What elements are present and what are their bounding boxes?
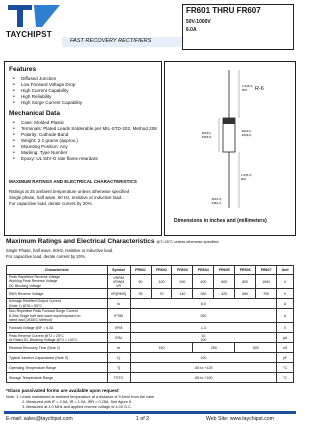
package-panel — [164, 61, 296, 236]
svg-text:.360(9.1): .360(9.1) — [201, 132, 212, 135]
features-heading: Features — [9, 66, 37, 73]
max-ratings-title: Maximum Ratings and Electrical Characteristics — [6, 238, 155, 245]
list-item: • Diffused Junction — [9, 76, 157, 82]
symbol-cell: Cj — [107, 353, 130, 363]
col-header: FR605 — [214, 266, 235, 275]
symbol-cell: Tj — [107, 363, 130, 373]
features-panel — [4, 61, 162, 236]
value-cell: -65 to +125 — [130, 363, 277, 373]
value-cell: 100 — [151, 275, 172, 289]
value-cell: 600 — [214, 275, 235, 289]
value-cell: 50 — [130, 275, 151, 289]
value-cell: 800 — [235, 275, 256, 289]
symbol-cell: VRRM VRWM VR — [107, 275, 130, 289]
table-row — [7, 363, 294, 373]
voltage-range: 50V-1000V — [186, 19, 211, 25]
unit-cell: V — [277, 275, 294, 289]
unit-cell: V — [277, 289, 294, 299]
value-cell: -65 to +150 — [130, 373, 277, 383]
ratings-note-1: Ratings at 25 ambient temperature unless otherwise specified — [9, 189, 130, 194]
value-cell: 250 — [130, 309, 277, 323]
list-item: • High Current Capability — [9, 88, 157, 94]
unit-cell: nS — [277, 343, 294, 353]
max-ratings-heading — [6, 238, 219, 245]
unit-cell: °C — [277, 363, 294, 373]
unit-cell: µA — [277, 333, 294, 343]
characteristic-cell: Reverse Recovery Time (Note 2) — [7, 343, 108, 353]
col-header: Characteristic — [7, 266, 108, 275]
features-list — [9, 76, 157, 106]
unit-cell: pF — [277, 353, 294, 363]
svg-text:.360(9.1): .360(9.1) — [241, 130, 252, 133]
max-ratings-condition: @T=25°C unless otherwise specified — [156, 240, 219, 244]
brand-name: TAYCHIPST — [6, 30, 52, 39]
value-cell: 100 — [130, 353, 277, 363]
symbol-cell: Io — [107, 299, 130, 309]
characteristic-cell: Forward Voltage @IF = 6.0A — [7, 323, 108, 333]
svg-text:MIN.: MIN. — [241, 178, 247, 181]
glass-passivated-note: *Glass passivated forms are available upon request — [6, 388, 119, 393]
value-cell: 35 — [130, 289, 151, 299]
svg-text:MIN.: MIN. — [242, 89, 248, 92]
characteristic-cell: Peak Reverse Current @TJ = 25°C At Rated DC Blocking Voltage @TJ = 100°C — [7, 333, 108, 343]
table-header-row — [7, 266, 294, 275]
value-cell: 250 — [193, 343, 235, 353]
dimensions-caption: Dimensions in inches and (millimeters) — [174, 218, 267, 224]
list-item: • Weight: 2.1 grams (approx.) — [9, 138, 157, 144]
list-item: • Epoxy: UL 94V-O rate flame retardant — [9, 156, 157, 162]
table-row — [7, 275, 294, 289]
unit-cell: A — [277, 299, 294, 309]
ratings-note-3: For capacitive load, derate current by 20%. — [9, 201, 93, 206]
ratings-table — [6, 265, 294, 383]
symbol-cell: TSTG — [107, 373, 130, 383]
value-cell: 500 — [235, 343, 277, 353]
value-cell: 6.0 — [130, 299, 277, 309]
col-header: FR602 — [151, 266, 172, 275]
footer-website[interactable]: Web Site: www.taychipst.com — [206, 416, 274, 422]
col-header: FR607 — [256, 266, 277, 275]
list-item: • Polarity: Cathode Band — [9, 132, 157, 138]
list-item: • Terminals: Plated Leads Solderable per MIL-STD-202, Method 208 — [9, 126, 157, 132]
value-cell: 10 100 — [130, 333, 277, 343]
list-item: • Case: Molded Plastic — [9, 120, 157, 126]
condition-line-1: Single Phase, half wave, 60Hz, resistive or inductive load. — [6, 248, 114, 253]
max-ratings-heading-small: MAXIMUM RATINGS AND ELECTRICAL CHARACTERISTICS — [9, 179, 137, 184]
svg-text:.052(1.3): .052(1.3) — [211, 198, 222, 201]
table-row — [7, 289, 294, 299]
footer-email[interactable]: E-mail: sales@taychipst.com — [6, 416, 73, 422]
table-row — [7, 299, 294, 309]
value-cell: 1.3 — [130, 323, 277, 333]
svg-text:.048(1.2): .048(1.2) — [211, 202, 222, 205]
document-subtitle: FAST RECOVERY RECTIFIERS — [70, 38, 152, 44]
table-row — [7, 353, 294, 363]
footnote-1: Note: 1. Leads maintained at ambient temperature at a distance of 9.5mm from the case — [6, 395, 155, 399]
condition-line-2: For capacitive load, derate current by 20%. — [6, 254, 86, 259]
col-header: Unit — [277, 266, 294, 275]
value-cell: 70 — [151, 289, 172, 299]
characteristic-cell: Non-Repetitive Peak Forward Surge Current 8.3ms Single half sine-wave superimposed on rated load (JEDEC Method) — [7, 309, 108, 323]
table-row — [7, 309, 294, 323]
symbol-cell: VR(RMS) — [107, 289, 130, 299]
symbol-cell: trr — [107, 343, 130, 353]
mechanical-list — [9, 120, 157, 162]
value-cell: 1000 — [256, 275, 277, 289]
list-item: • High Reliability — [9, 94, 157, 100]
symbol-cell: IFSM — [107, 309, 130, 323]
characteristic-cell: Storage Temperature Range — [7, 373, 108, 383]
part-title: FR601 THRU FR607 — [186, 6, 261, 15]
characteristic-cell: Peak Repetitive Reverse Voltage Working Peak Reverse Voltage DC Blocking Voltage — [7, 275, 108, 289]
col-header: FR604 — [193, 266, 214, 275]
footnote-2: 2. Measured with IF = 0.5A, IR = 1.0A, IRR = 0.25A. See figure 5. — [22, 400, 133, 404]
footer-rule — [4, 411, 296, 414]
mechanical-heading: Mechanical Data — [9, 110, 60, 117]
col-header: FR606 — [235, 266, 256, 275]
table-row — [7, 323, 294, 333]
characteristic-cell: Operating Temperature Range — [7, 363, 108, 373]
value-cell: 700 — [256, 289, 277, 299]
ratings-note-2: Single phase, half wave, 60 Hz, resistive or inductive load. — [9, 195, 123, 200]
col-header: FR603 — [172, 266, 193, 275]
characteristic-cell: Typical Junction Capacitance (Note 3) — [7, 353, 108, 363]
unit-cell: °C — [277, 373, 294, 383]
unit-cell: A — [277, 309, 294, 323]
list-item: • Marking: Type Number — [9, 150, 157, 156]
characteristic-cell: RMS Reverse Voltage — [7, 289, 108, 299]
current-rating: 6.0A — [186, 27, 197, 33]
value-cell: 140 — [172, 289, 193, 299]
symbol-cell: VFM — [107, 323, 130, 333]
list-item: • Low Forward Voltage Drop — [9, 82, 157, 88]
value-cell: 150 — [130, 343, 193, 353]
footnote-3: 3. Measured at 1.0 MHz and applied reverse voltage of 4.0V D.C. — [22, 405, 132, 409]
value-cell: 280 — [193, 289, 214, 299]
svg-text:.340(8.6): .340(8.6) — [241, 134, 252, 137]
svg-text:.340(8.6): .340(8.6) — [201, 136, 212, 139]
package-name: R-6 — [255, 86, 264, 92]
taychipst-logo — [6, 4, 62, 28]
value-cell: 420 — [214, 289, 235, 299]
svg-text:1.0(25.4): 1.0(25.4) — [241, 174, 252, 177]
list-item: • High Surge Current Capability — [9, 100, 157, 106]
package-outline-drawing — [165, 62, 295, 235]
page-number: 1 of 2 — [136, 416, 149, 422]
symbol-cell: IRM — [107, 333, 130, 343]
svg-text:1.0(25.4): 1.0(25.4) — [242, 85, 253, 88]
table-row — [7, 343, 294, 353]
table-row — [7, 373, 294, 383]
unit-cell: V — [277, 323, 294, 333]
value-cell: 200 — [172, 275, 193, 289]
value-cell: 560 — [235, 289, 256, 299]
table-row — [7, 333, 294, 343]
col-header: Symbol — [107, 266, 130, 275]
list-item: • Mounting Position: Any — [9, 144, 157, 150]
characteristic-cell: Average Rectified Output Current (Note 1) @TA = 55°C — [7, 299, 108, 309]
value-cell: 400 — [193, 275, 214, 289]
col-header: FR601 — [130, 266, 151, 275]
